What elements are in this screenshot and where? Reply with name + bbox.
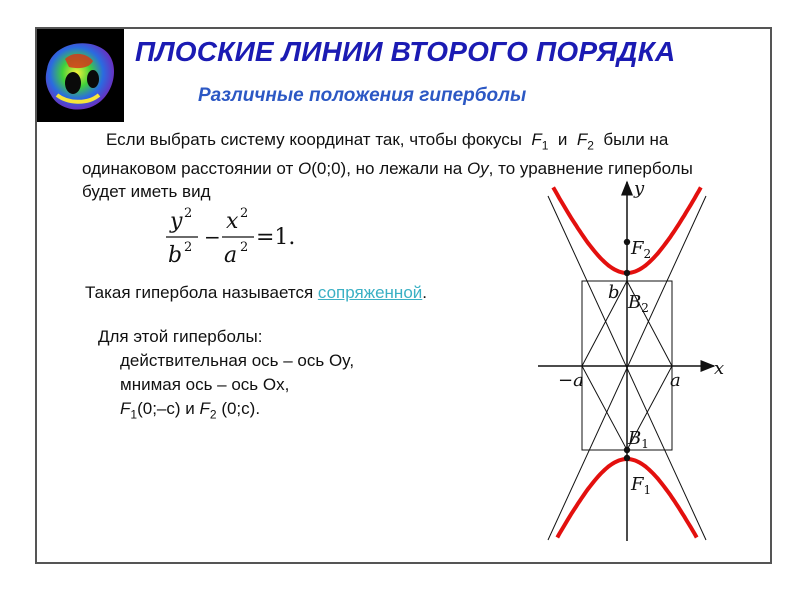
conjugate-text: Такая гипербола называется: [85, 283, 314, 302]
label-b1-main: B: [628, 428, 642, 449]
label-f1-sub: 1: [643, 483, 652, 497]
intro-text-2: были на одинаковом расстоянии от: [82, 130, 669, 179]
eq-den-a: a: [224, 243, 238, 268]
props-imag-axis-text: мнимая ось – ось Ox,: [120, 375, 290, 394]
label-f1-main: F: [631, 474, 644, 495]
eq-minus: −: [204, 225, 221, 249]
label-a: a: [670, 370, 681, 391]
props-f1-coords: (0;–c) и: [137, 399, 195, 418]
surface-3d-icon: [37, 29, 124, 122]
intro-and: и: [557, 130, 568, 149]
label-f2-sub: 2: [643, 247, 652, 261]
props-heading: Для этой гиперболы:: [98, 327, 263, 346]
eq-num-y: y: [170, 209, 183, 234]
conjugate-link[interactable]: сопряженной: [317, 283, 423, 302]
eq-exp: 2: [240, 206, 249, 221]
label-b2-main: B: [628, 292, 642, 313]
page-title: ПЛОСКИЕ ЛИНИИ ВТОРОГО ПОРЯДКА: [135, 36, 676, 67]
eq-exp: 2: [184, 240, 193, 255]
props-real-axis: [98, 349, 354, 373]
props-foci: [98, 397, 354, 426]
intro-text-4: , то уравнение гиперболы будет иметь вид: [82, 159, 693, 202]
label-f2-main: F: [631, 238, 644, 259]
props-f1-sub: 1: [130, 407, 138, 422]
intro-text-3: (0;0), но лежали на: [311, 159, 463, 179]
oy-label: Oy: [466, 159, 489, 179]
label-b: b: [608, 282, 620, 303]
axis-label-y: y: [634, 178, 645, 199]
hyperbola-graph: [528, 176, 736, 546]
props-f2: F: [199, 399, 210, 418]
label-b1: [627, 428, 649, 451]
props-f1: F: [120, 399, 131, 418]
point-f1: [624, 455, 630, 461]
intro-text-1: Если выбрать систему координат так, чтобы фокусы: [106, 130, 522, 149]
focus-f2: F: [576, 130, 588, 149]
props-imag-axis: [98, 373, 354, 397]
label-neg-a: −a: [558, 370, 584, 391]
axis-label-x: x: [714, 358, 725, 379]
eq-exp: 2: [240, 240, 249, 255]
props-f2-coords: (0;c).: [221, 399, 261, 418]
eq-exp: 2: [184, 206, 193, 221]
label-b1-sub: 1: [641, 437, 649, 451]
focus-f2-sub: 2: [587, 138, 594, 153]
label-b2: [627, 292, 649, 315]
label-b2-sub: 2: [641, 301, 649, 315]
conjugate-line: [85, 283, 427, 303]
props-real-axis-text: действительная ось – ось Oy,: [120, 351, 355, 370]
focus-f1: F: [531, 130, 542, 149]
eq-rhs: =1.: [256, 225, 296, 250]
origin-label: O: [298, 159, 312, 179]
label-f2: [630, 238, 651, 261]
point-b2: [624, 270, 630, 276]
conjugate-tail: .: [422, 283, 427, 302]
eq-den-b: b: [168, 243, 183, 268]
page-subtitle: Различные положения гиперболы: [198, 85, 527, 106]
hyperbola-equation: [160, 200, 310, 272]
props-f2-sub: 2: [209, 407, 217, 422]
eq-num-x: x: [226, 209, 239, 234]
focus-f1-sub: 1: [541, 138, 549, 153]
label-f1: [630, 474, 651, 497]
point-f2: [624, 239, 630, 245]
properties-list: [98, 325, 354, 426]
